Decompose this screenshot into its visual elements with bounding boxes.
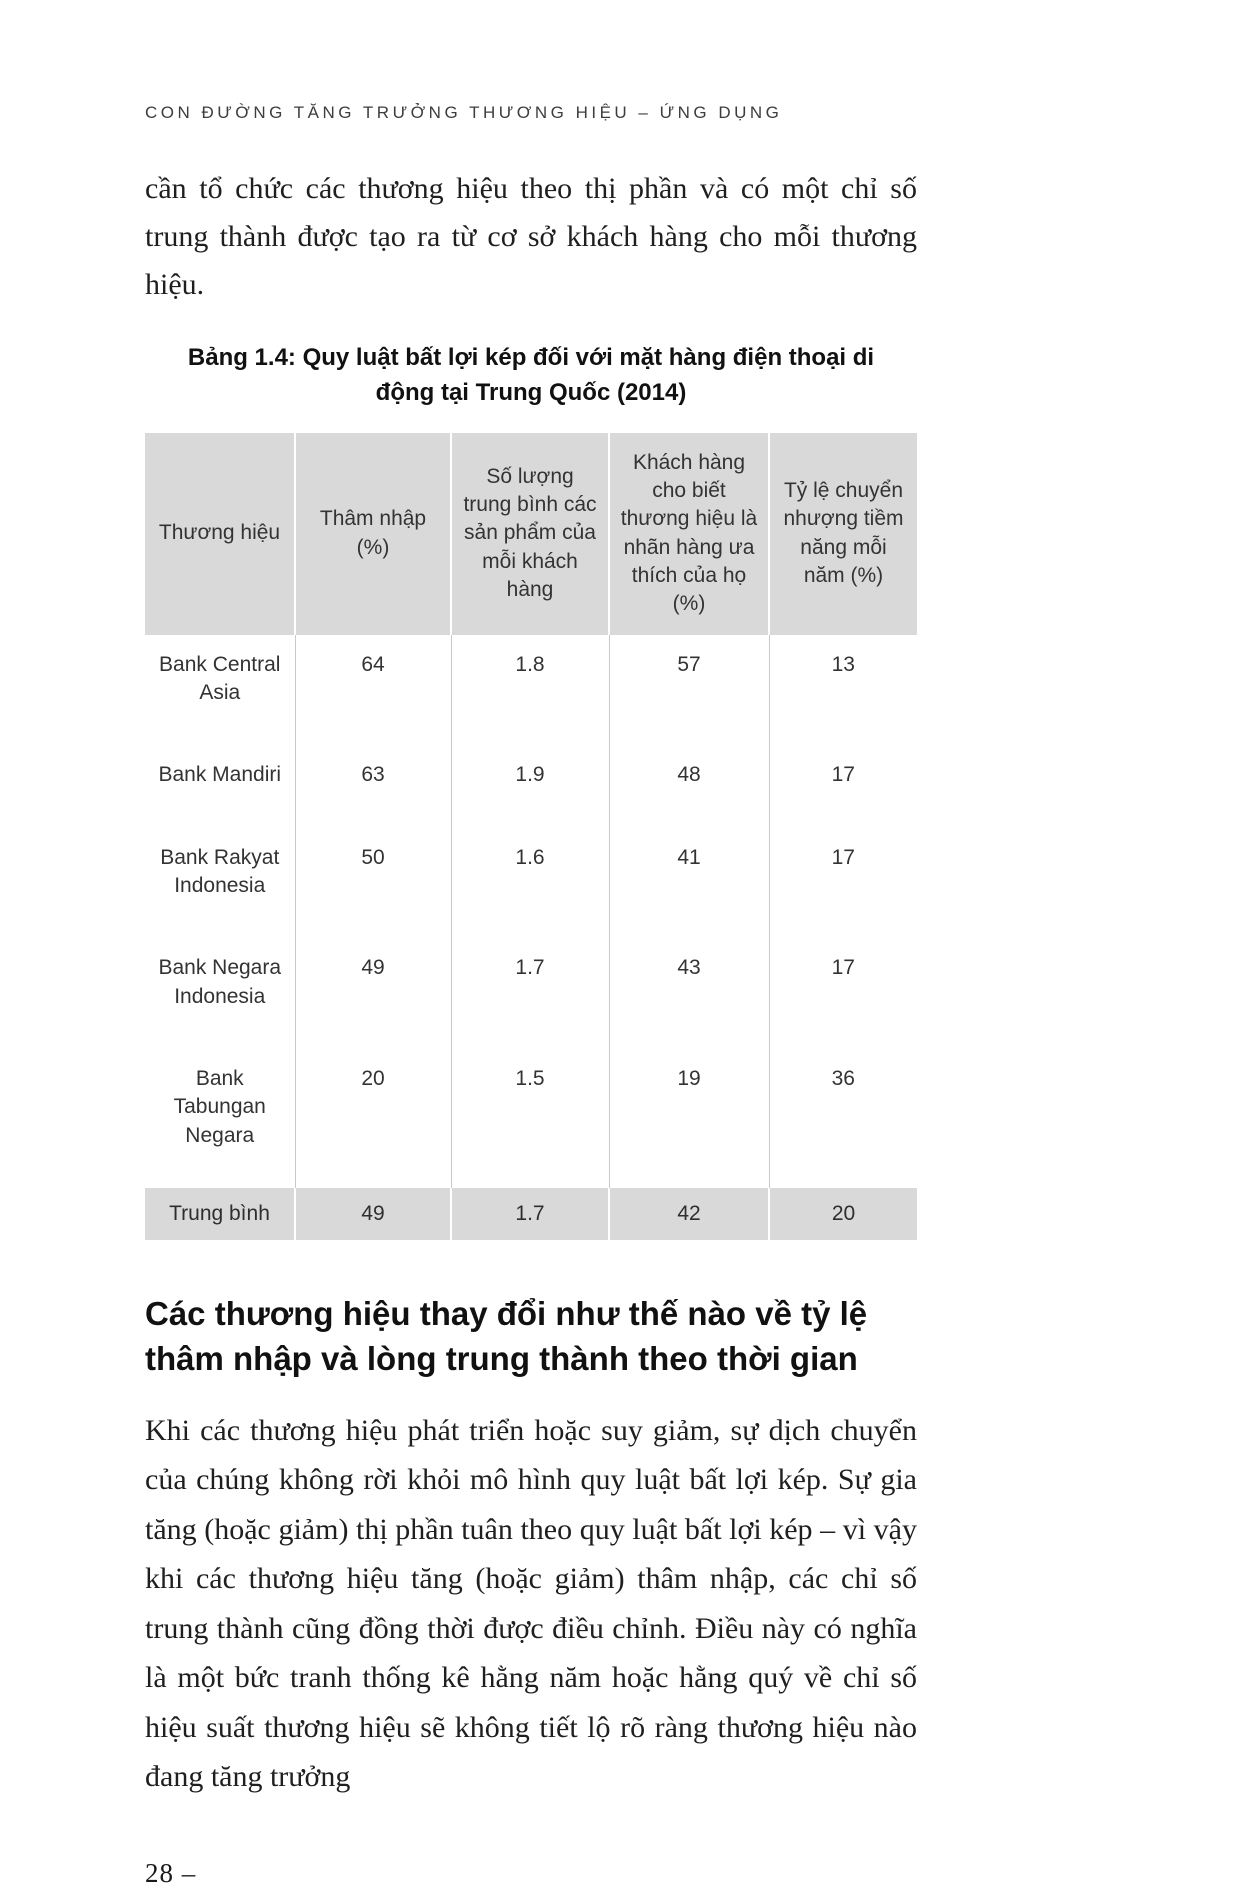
summary-value-cell: 42	[609, 1188, 769, 1240]
value-cell: 20	[295, 1049, 451, 1188]
header-row	[145, 433, 917, 635]
summary-label-cell: Trung bình	[145, 1188, 295, 1240]
value-cell: 1.6	[451, 828, 609, 939]
table-header	[145, 433, 917, 635]
summary-value-cell: 1.7	[451, 1188, 609, 1240]
table-row	[145, 938, 917, 1049]
intro-paragraph: cần tổ chức các thương hiệu theo thị phần và có một chỉ số trung thành được tạo ra từ cơ sở khách hàng cho mỗi thương hiệu.	[145, 172, 917, 301]
body-paragraph: Khi các thương hiệu phát triển hoặc suy giảm, sự dịch chuyển của chúng không rời khỏi mô hình quy luật bất lợi kép. Sự gia tăng (hoặc giảm) thị phần tuân theo quy luật bất lợi kép – vì vậy khi các thương hiệu tăng (hoặc giảm) thâm nhập, các chỉ số trung thành cũng đồng thời được điều chỉnh. Điều này có nghĩa là một bức tranh thống kê hằng năm hoặc hằng quý về chỉ số hiệu suất thương hiệu sẽ không tiết lộ rõ ràng thương hiệu nào đang tăng trưởng	[145, 1413, 917, 1794]
value-cell: 1.9	[451, 745, 609, 827]
page-number: 28 –	[145, 1857, 197, 1888]
value-cell: 57	[609, 635, 769, 746]
brand-cell: Bank Tabungan Negara	[173, 1067, 266, 1147]
value-cell: 1.7	[451, 938, 609, 1049]
brand-cell: Bank Negara Indonesia	[158, 956, 282, 1008]
value-cell: 63	[295, 745, 451, 827]
value-cell: 48	[609, 745, 769, 827]
value-cell: 49	[295, 938, 451, 1049]
table-caption: Bảng 1.4: Quy luật bất lợi kép đối với mặt hàng điện thoại di động tại Trung Quốc (2014)	[187, 344, 875, 406]
table-row	[145, 745, 917, 827]
summary-value-cell: 49	[295, 1188, 451, 1240]
value-cell: 17	[769, 938, 917, 1049]
value-cell: 41	[609, 828, 769, 939]
brand-cell: Bank Mandiri	[158, 763, 282, 787]
header-cell-churn: Tỷ lệ chuyển nhượng tiềm năng mỗi năm (%)	[769, 433, 917, 635]
value-cell: 50	[295, 828, 451, 939]
header-cell-penetration: Thâm nhập (%)	[295, 433, 451, 635]
value-cell: 1.5	[451, 1049, 609, 1188]
running-head: CON ĐƯỜNG TĂNG TRƯỞNG THƯƠNG HIỆU – ỨNG DỤNG	[145, 103, 783, 122]
value-cell: 64	[295, 635, 451, 746]
page-content	[145, 0, 917, 1889]
header-cell-preferred: Khách hàng cho biết thương hiệu là nhãn hàng ưa thích của họ (%)	[609, 433, 769, 635]
table-row	[145, 1049, 917, 1188]
brand-cell: Bank Rakyat Indonesia	[160, 845, 280, 898]
banks-table	[145, 433, 917, 1241]
value-cell: 13	[769, 635, 917, 746]
value-cell: 43	[609, 938, 769, 1049]
header-cell-brand: Thương hiệu	[145, 433, 295, 635]
summary-value-cell: 20	[769, 1188, 917, 1240]
header-cell-avg-products: Số lượng trung bình các sản phẩm của mỗi khách hàng	[451, 433, 609, 635]
table-body	[145, 635, 917, 1241]
value-cell: 36	[769, 1049, 917, 1188]
summary-row	[145, 1188, 917, 1240]
brand-cell: Bank Central Asia	[159, 652, 281, 704]
table-row	[145, 635, 917, 746]
value-cell: 17	[769, 745, 917, 827]
section-heading: Các thương hiệu thay đổi như thế nào về tỷ lệ thâm nhập và lòng trung thành theo thời gian	[145, 1295, 868, 1377]
value-cell: 19	[609, 1049, 769, 1188]
value-cell: 1.8	[451, 635, 609, 746]
value-cell: 17	[769, 828, 917, 939]
table-row	[145, 828, 917, 939]
